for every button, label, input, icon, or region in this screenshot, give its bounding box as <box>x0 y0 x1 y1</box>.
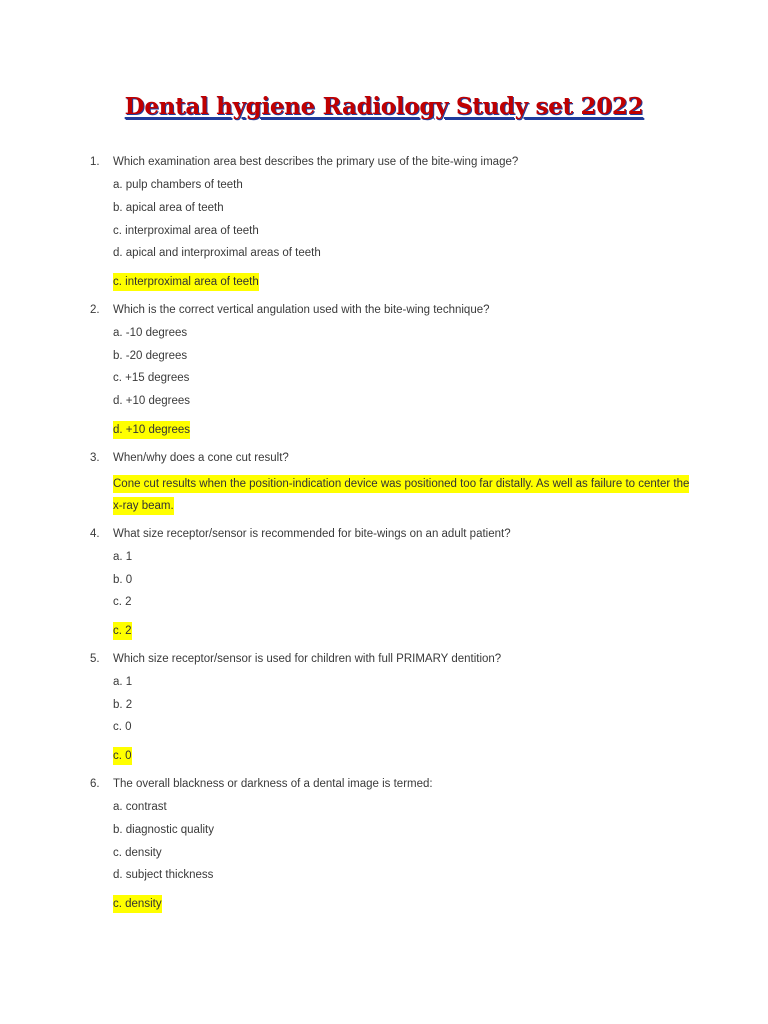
correct-answer <box>113 271 700 294</box>
question-number: 5. <box>90 652 100 665</box>
answer-option: c. +15 degrees <box>113 372 190 385</box>
correct-answer <box>113 473 693 518</box>
question-number: 3. <box>90 451 100 464</box>
question-6 <box>90 776 700 916</box>
question-text: Which examination area best describes the primary use of the bite-wing image? <box>113 156 519 168</box>
answer-option: b. 0 <box>113 573 133 586</box>
answer-option: b. apical area of teeth <box>113 201 224 214</box>
answer-option: c. density <box>113 846 162 859</box>
question-text: When/why does a cone cut result? <box>113 451 289 464</box>
question-row <box>90 526 700 542</box>
document-title: Dental hygiene Radiology Study set 2022 <box>124 93 644 120</box>
question-text: Which size receptor/sensor is used for children with full PRIMARY dentition? <box>113 652 502 665</box>
answer-option: b. 2 <box>113 698 133 711</box>
answer-highlight: c. density <box>113 895 162 913</box>
question-4 <box>90 526 700 643</box>
question-1 <box>90 154 700 294</box>
answer-option: a. contrast <box>113 800 167 813</box>
question-text: Which is the correct vertical angulation used with the bite-wing technique? <box>113 303 490 316</box>
answer-option: a. -10 degrees <box>113 326 188 339</box>
question-row <box>90 651 700 667</box>
answer-option: b. -20 degrees <box>113 349 188 362</box>
correct-answer <box>113 419 700 442</box>
question-row <box>90 450 700 466</box>
question-number: 2. <box>90 303 100 316</box>
question-text: What size receptor/sensor is recommended for bite-wings on an adult patient? <box>113 527 511 540</box>
question-row <box>90 302 700 318</box>
question-row <box>90 776 700 792</box>
answer-option: c. 0 <box>113 721 132 734</box>
answer-highlight: c. interproximal area of teeth <box>113 273 259 291</box>
question-number: 1. <box>90 156 100 168</box>
answer-highlight: Cone cut results when the position-indication device was positioned too far distally. As well as failure to center the x-ray beam. <box>113 475 689 516</box>
question-5 <box>90 651 700 768</box>
correct-answer <box>113 745 700 768</box>
answer-option: a. pulp chambers of teeth <box>113 179 243 191</box>
question-list <box>90 154 700 924</box>
question-number: 6. <box>90 777 100 790</box>
answer-option: a. 1 <box>113 550 133 563</box>
question-text: The overall blackness or darkness of a dental image is termed: <box>113 777 433 790</box>
question-2 <box>90 302 700 442</box>
answer-option: c. 2 <box>113 596 132 609</box>
question-number: 4. <box>90 527 100 540</box>
answer-highlight: d. +10 degrees <box>113 421 190 439</box>
answer-highlight: c. 2 <box>113 622 132 640</box>
answer-option: b. diagnostic quality <box>113 823 215 836</box>
answer-option: a. 1 <box>113 675 133 688</box>
answer-option: c. interproximal area of teeth <box>113 224 259 237</box>
question-row <box>90 154 700 170</box>
answer-option: d. apical and interproximal areas of teeth <box>113 247 321 260</box>
correct-answer <box>113 620 700 643</box>
correct-answer <box>113 893 700 916</box>
answer-option: d. +10 degrees <box>113 395 191 408</box>
answer-option: d. subject thickness <box>113 869 214 882</box>
question-3 <box>90 450 700 518</box>
answer-highlight: c. 0 <box>113 747 132 765</box>
